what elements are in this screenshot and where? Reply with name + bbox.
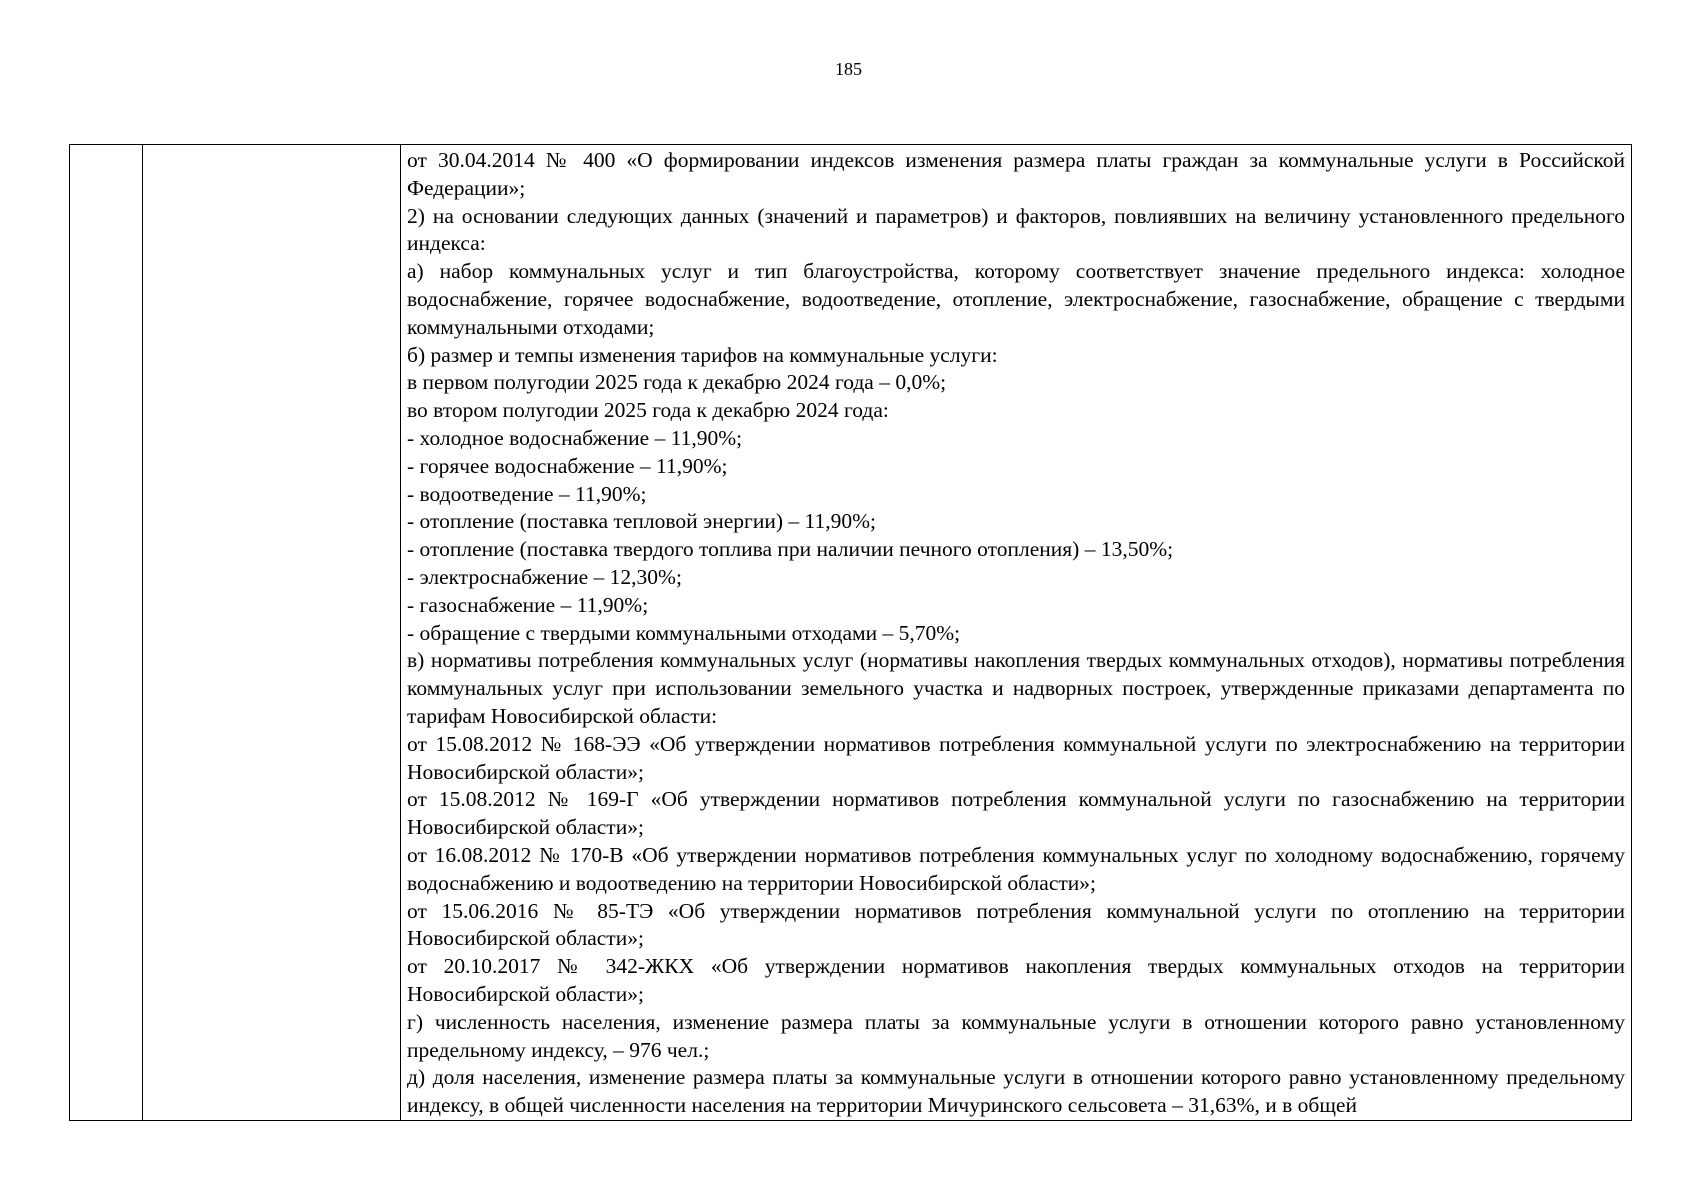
paragraph-line: от 16.08.2012 № 170-В «Об утверждении нормативов потребления коммунальных услуг по холодному водоснабжению, горячему водоснабжению и водоотведению на территории Новосибирской области»; [407,842,1625,895]
paragraph-line: 2) на основании следующих данных (значений и параметров) и факторов, повлиявших на величину установленного предельного индекса: [407,203,1625,256]
paragraph-line: - холодное водоснабжение – 11,90%; [407,425,743,450]
document-table [69,144,1632,1121]
paragraph-line: д) доля населения, изменение размера платы за коммунальные услуги в отношении которого равно установленному предельному индексу, в общей численности населения на территории Мичуринского сельсовета – 31,63%, и в общей [407,1065,1625,1118]
paragraph-line: - водоотведение – 11,90%; [407,481,647,506]
paragraph-line: в первом полугодии 2025 года к декабрю 2024 года – 0,0%; [407,370,947,395]
paragraph-line: от 15.08.2012 № 169-Г «Об утверждении нормативов потребления коммунальной услуги по газоснабжению на территории Новосибирской области»; [407,787,1625,840]
paragraph-line: б) размер и темпы изменения тарифов на коммунальные услуги: [407,342,998,367]
paragraph-line: от 15.06.2016 № 85-ТЭ «Об утверждении нормативов потребления коммунальной услуги по отоплению на территории Новосибирской области»; [407,898,1625,951]
paragraph-line: во втором полугодии 2025 года к декабрю 2024 года: [407,398,889,423]
table-cell-number [70,145,143,1121]
table-cell-name [143,145,401,1121]
paragraph-line: - электроснабжение – 12,30%; [407,564,682,589]
paragraph-line: - газоснабжение – 11,90%; [407,592,649,617]
paragraph-line: от 30.04.2014 № 400 «О формировании индексов изменения размера платы граждан за коммунальные услуги в Российской Федерации»; [407,148,1625,200]
page-number: 185 [835,59,862,79]
paragraph-line: в) нормативы потребления коммунальных услуг (нормативы накопления твердых коммунальных отходов), нормативы потребления коммунальных услуг при использовании земельного участка и надворных построек, утвержденные приказами департамента по тарифам Новосибирской области: [407,648,1625,728]
paragraph-line: от 15.08.2012 № 168-ЭЭ «Об утверждении нормативов потребления коммунальной услуги по электроснабжению на территории Новосибирской области»; [407,731,1625,784]
table-row [70,145,1632,1121]
paragraph-line: г) численность населения, изменение размера платы за коммунальные услуги в отношении которого равно установленному предельному индексу, – 976 чел.; [407,1009,1625,1062]
table-cell-content [401,145,1632,1121]
paragraph-line: - отопление (поставка тепловой энергии) – 11,90%; [407,509,876,534]
cell-text-block [401,145,1631,1120]
paragraph-line: - горячее водоснабжение – 11,90%; [407,453,728,478]
paragraph-line: а) набор коммунальных услуг и тип благоустройства, которому соответствует значение предельного индекса: холодное водоснабжение, горячее водоснабжение, водоотведение, отопление, электроснабжение, газоснабжение, обращение с твердыми коммунальными отходами; [407,259,1625,339]
paragraph-line: от 20.10.2017 № 342-ЖКХ «Об утверждении нормативов накопления твердых коммунальных отходов на территории Новосибирской области»; [407,954,1625,1006]
paragraph-line: - обращение с твердыми коммунальными отходами – 5,70%; [407,620,961,645]
paragraph-line: - отопление (поставка твердого топлива при наличии печного отопления) – 13,50%; [407,537,1174,562]
